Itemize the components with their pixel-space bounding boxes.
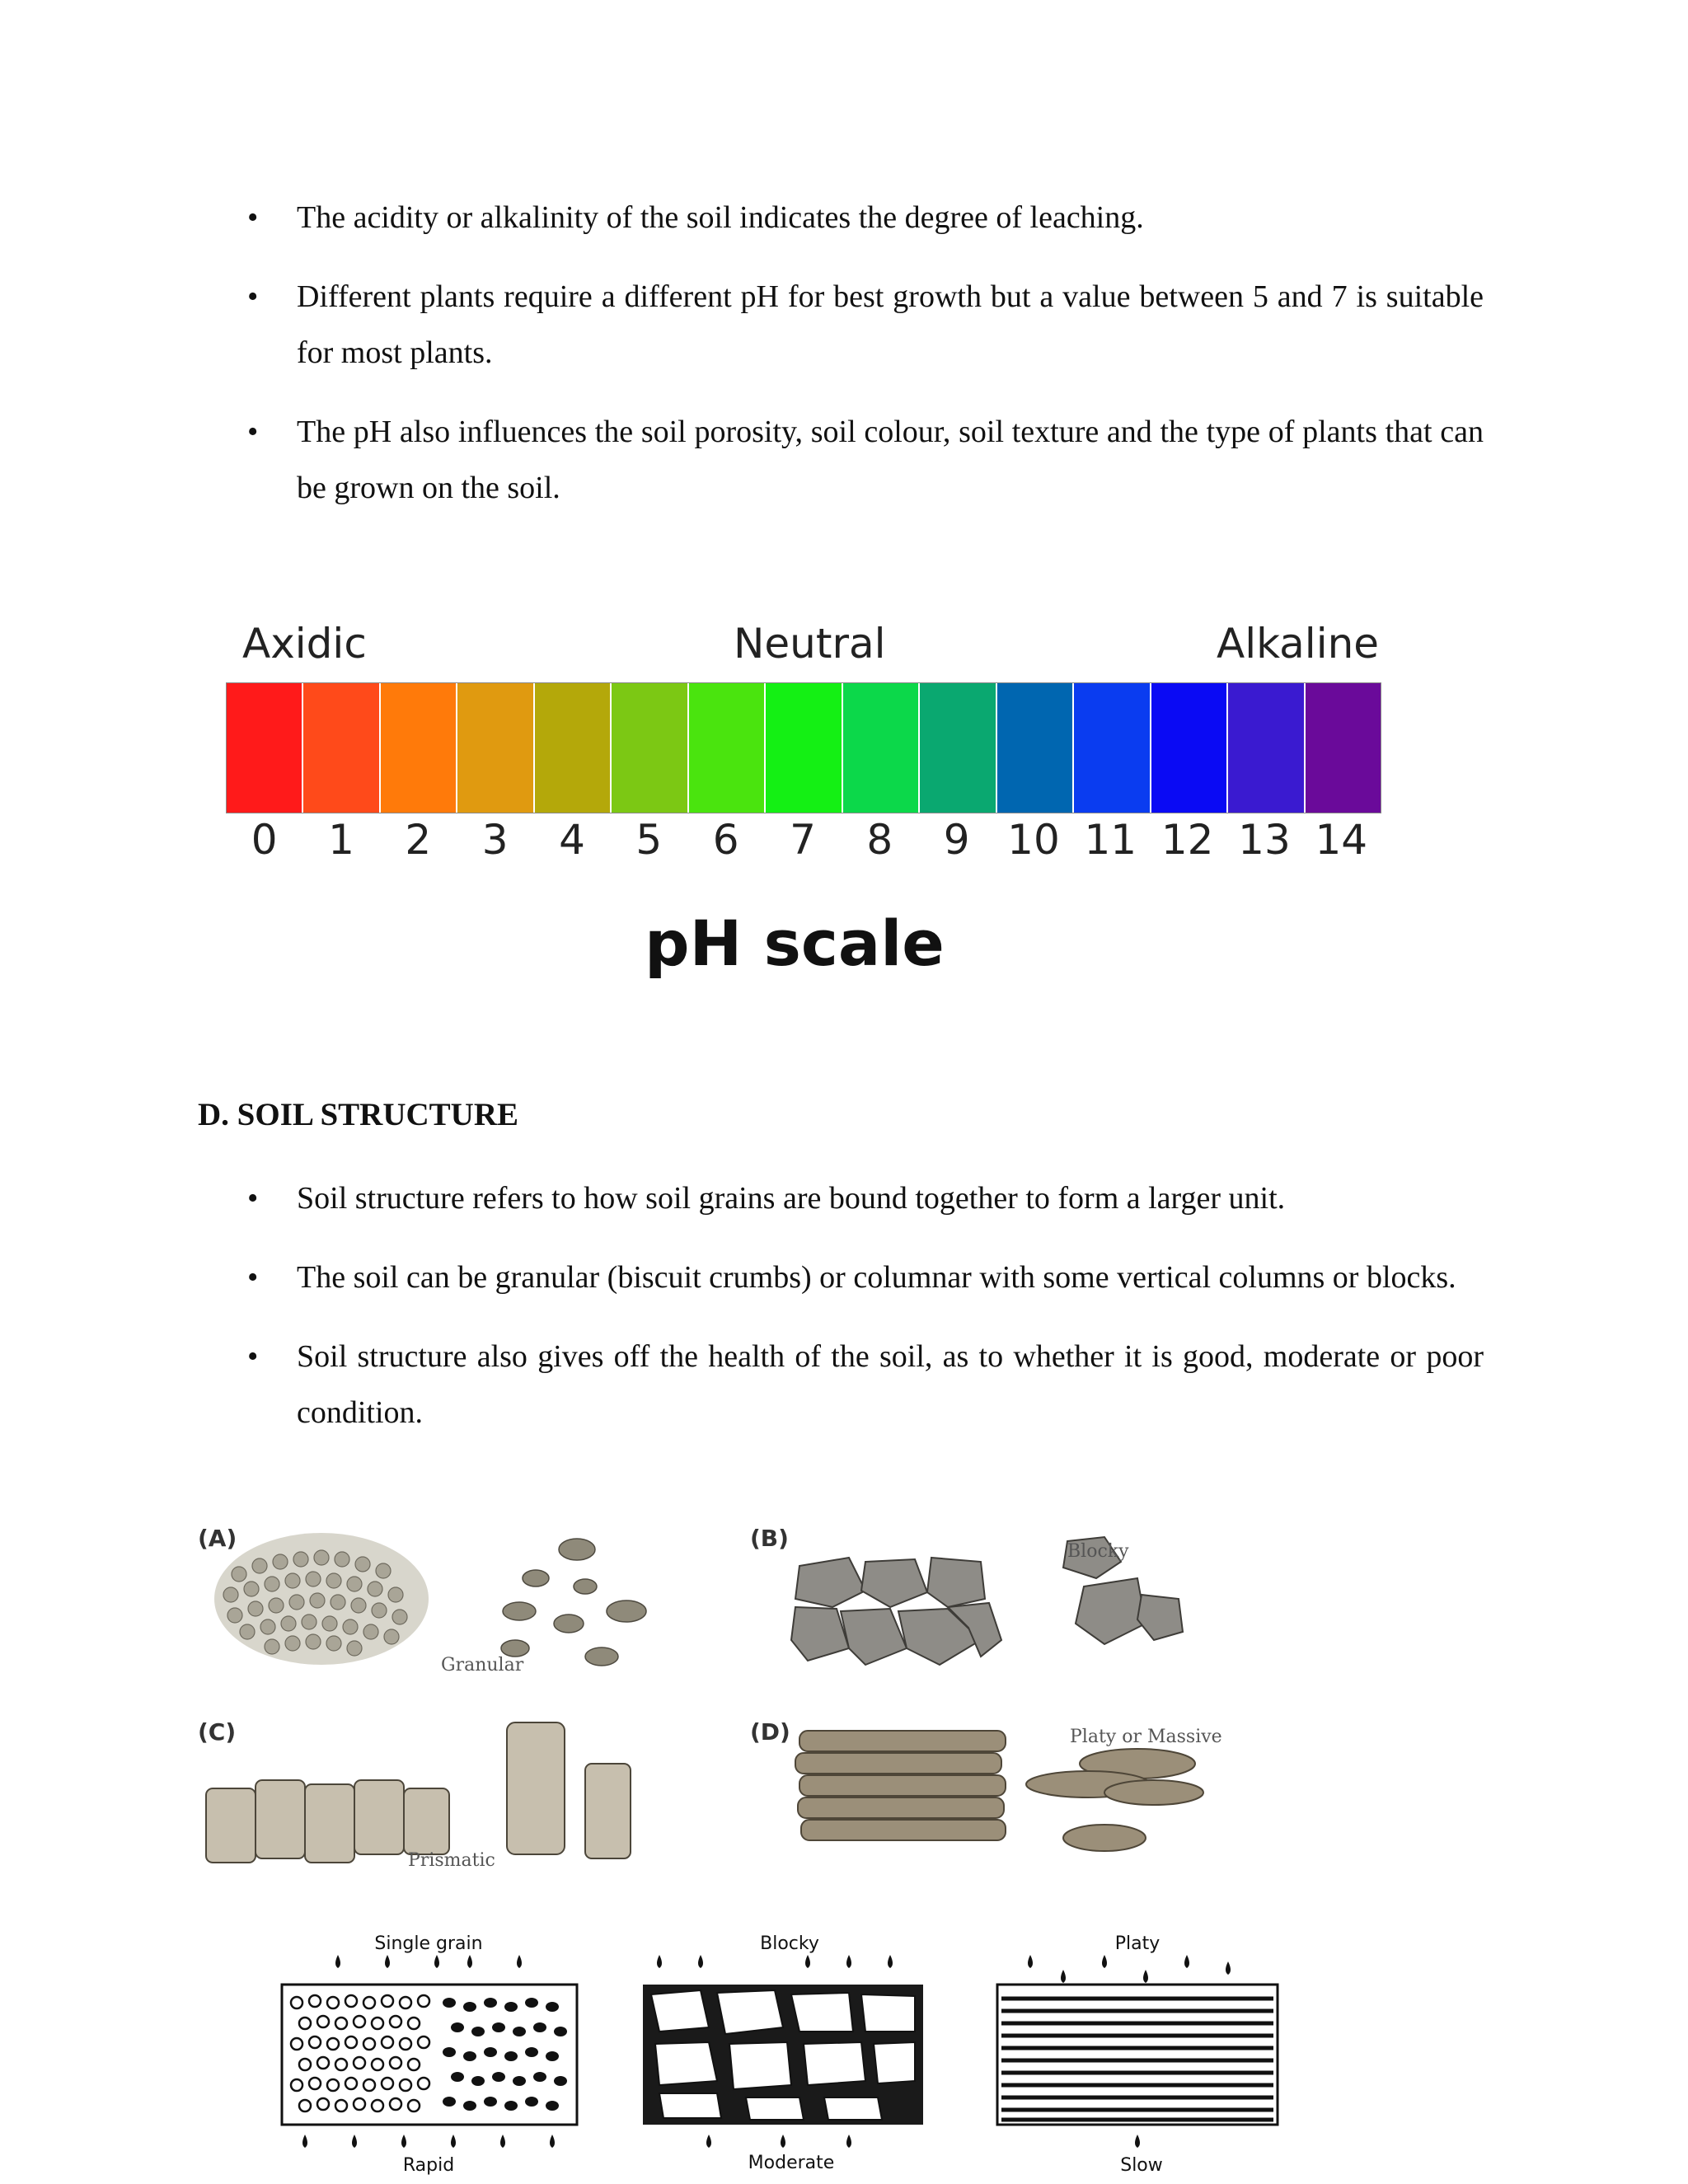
ph-number: 10 <box>1007 816 1060 864</box>
ph-number: 2 <box>405 816 432 864</box>
ph-color-cell <box>303 683 380 813</box>
ph-number: 11 <box>1084 816 1137 864</box>
ph-number: 6 <box>712 816 739 864</box>
ph-color-cell <box>612 683 688 813</box>
ph-number: 3 <box>481 816 509 864</box>
ph-number: 13 <box>1238 816 1291 864</box>
soil-structure-types-figure <box>190 1516 1343 1879</box>
figure-b-letter: (B) <box>750 1525 789 1552</box>
ph-acidic-label: Axidic <box>242 620 367 668</box>
granular-caption: Granular <box>441 1655 524 1675</box>
blocky-label: Blocky <box>760 1933 819 1954</box>
ph-number: 0 <box>251 816 278 864</box>
platy-label: Platy <box>1114 1933 1160 1954</box>
ph-color-cell <box>535 683 612 813</box>
blocky-block <box>643 1955 923 2148</box>
ph-color-cell <box>1228 683 1305 813</box>
ph-neutral-label: Neutral <box>734 620 886 668</box>
ph-color-cell <box>1074 683 1151 813</box>
list-item: • Soil structure also gives off the health of the soil, as to whether it is good, moderate or poor condition. <box>247 1329 1484 1441</box>
ph-bullet-list <box>247 190 1484 539</box>
ph-color-bar <box>226 682 1381 813</box>
figure-d-letter: (D) <box>750 1718 790 1746</box>
ph-color-cell <box>227 683 303 813</box>
bullet-icon: • <box>247 1181 259 1216</box>
ph-number: 8 <box>866 816 893 864</box>
ph-color-cell <box>843 683 920 813</box>
ph-color-cell <box>997 683 1074 813</box>
ph-color-cell <box>457 683 534 813</box>
platy-caption: Platy or Massive <box>1070 1727 1222 1747</box>
ph-number: 12 <box>1160 816 1214 864</box>
ph-color-cell <box>1151 683 1228 813</box>
figure-c-letter: (C) <box>198 1718 237 1746</box>
bullet-icon: • <box>247 1260 259 1295</box>
single-grain-block <box>282 1955 577 2148</box>
platy-block <box>997 1955 1278 2148</box>
rapid-label: Rapid <box>402 2155 455 2176</box>
granular-illustration <box>214 1533 646 1666</box>
ph-color-cell <box>766 683 842 813</box>
ph-number: 7 <box>790 816 816 864</box>
blocky-caption: Blocky <box>1067 1541 1129 1562</box>
ph-color-cell <box>689 683 766 813</box>
figure-a-letter: (A) <box>198 1525 237 1552</box>
ph-color-cell <box>1306 683 1381 813</box>
ph-number-row <box>226 816 1380 874</box>
moderate-label: Moderate <box>748 2153 835 2173</box>
ph-number: 14 <box>1315 816 1368 864</box>
ph-color-cell <box>920 683 996 813</box>
slow-label: Slow <box>1120 2155 1163 2176</box>
list-item: • Soil structure refers to how soil grains are bound together to form a larger unit. <box>247 1170 1484 1226</box>
section-heading: D. SOIL STRUCTURE <box>198 1097 519 1132</box>
ph-color-cell <box>381 683 457 813</box>
bullet-icon: • <box>247 279 259 314</box>
ph-number: 1 <box>328 816 354 864</box>
structure-bullet-list <box>247 1170 1484 1464</box>
ph-number: 5 <box>635 816 663 864</box>
bullet-icon: • <box>247 200 259 235</box>
drainage-drawings <box>272 1929 1335 2176</box>
list-item: • The pH also influences the soil porosity, soil colour, soil texture and the type of plants that can be grown on the soil. <box>247 404 1484 516</box>
prismatic-illustration <box>206 1722 631 1863</box>
soil-structure-drawings <box>190 1516 1343 1879</box>
ph-number: 4 <box>559 816 585 864</box>
bullet-icon: • <box>247 1339 259 1374</box>
bullet-icon: • <box>247 415 259 449</box>
ph-alkaline-label: Alkaline <box>1217 620 1380 668</box>
ph-scale-title: pH scale <box>645 907 945 980</box>
list-item: • Different plants require a different pH for best growth but a value between 5 and 7 is suitable for most plants. <box>247 269 1484 381</box>
platy-illustration <box>795 1731 1203 1851</box>
prismatic-caption: Prismatic <box>408 1850 495 1871</box>
list-item: • The acidity or alkalinity of the soil indicates the degree of leaching. <box>247 190 1484 246</box>
list-item: • The soil can be granular (biscuit crumbs) or columnar with some vertical columns or blocks. <box>247 1249 1484 1305</box>
ph-number: 9 <box>943 816 970 864</box>
single-grain-label: Single grain <box>374 1933 483 1954</box>
drainage-figure <box>272 1929 1335 2176</box>
